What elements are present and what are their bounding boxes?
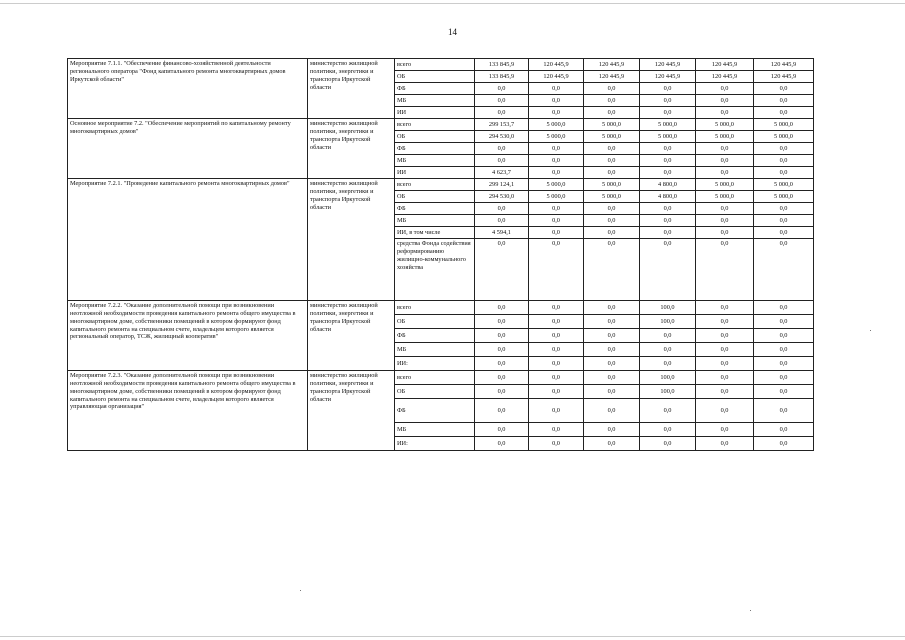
funding-source: ФБ bbox=[395, 203, 475, 215]
amount-cell: 133 845,9 bbox=[475, 71, 529, 83]
funding-source: ОБ bbox=[395, 315, 475, 329]
executor: министерство жилищной политики, энергетики и транспорта Иркутской области bbox=[308, 301, 395, 371]
amount-cell: 5 000,0 bbox=[754, 131, 814, 143]
activity-title: Мероприятие 7.2.1. "Проведение капитального ремонта многоквартирных домов" bbox=[68, 179, 308, 301]
amount-cell: 0,0 bbox=[475, 315, 529, 329]
amount-cell: 100,0 bbox=[640, 301, 696, 315]
amount-cell: 0,0 bbox=[640, 227, 696, 239]
activity-title: Мероприятие 7.2.2. "Оказание дополнительной помощи при возникновении неотложной необходимости проведения капитального ремонта общего имущества в многоквартирном доме, собственники помещений в котором формируют фонд капитального ремонта на специальном счете, владельцем которого является региональный оператор, ТСЖ, жилищный кооператив" bbox=[68, 301, 308, 371]
amount-cell: 0,0 bbox=[475, 343, 529, 357]
amount-cell: 0,0 bbox=[754, 95, 814, 107]
amount-cell: 0,0 bbox=[475, 385, 529, 399]
amount-cell: 0,0 bbox=[696, 437, 754, 451]
amount-cell: 0,0 bbox=[754, 371, 814, 385]
amount-cell: 0,0 bbox=[754, 215, 814, 227]
scan-edge-top bbox=[0, 3, 905, 4]
amount-cell: 0,0 bbox=[475, 437, 529, 451]
amount-cell: 5 000,0 bbox=[754, 119, 814, 131]
amount-cell: 0,0 bbox=[529, 301, 584, 315]
amount-cell: 120 445,9 bbox=[640, 59, 696, 71]
amount-cell: 0,0 bbox=[696, 107, 754, 119]
amount-cell: 120 445,9 bbox=[529, 71, 584, 83]
amount-cell: 294 530,0 bbox=[475, 131, 529, 143]
amount-cell: 0,0 bbox=[584, 371, 640, 385]
amount-cell: 0,0 bbox=[754, 385, 814, 399]
amount-cell: 5 000,0 bbox=[584, 191, 640, 203]
amount-cell: 0,0 bbox=[754, 343, 814, 357]
funding-source: ФБ bbox=[395, 143, 475, 155]
amount-cell: 0,0 bbox=[584, 203, 640, 215]
amount-cell: 5 000,0 bbox=[640, 119, 696, 131]
amount-cell: 0,0 bbox=[754, 227, 814, 239]
funding-source: ФБ bbox=[395, 399, 475, 423]
amount-cell: 0,0 bbox=[584, 437, 640, 451]
amount-cell: 0,0 bbox=[696, 315, 754, 329]
funding-source: всего bbox=[395, 371, 475, 385]
amount-cell: 0,0 bbox=[696, 83, 754, 95]
amount-cell: 0,0 bbox=[696, 95, 754, 107]
amount-cell: 0,0 bbox=[584, 215, 640, 227]
amount-cell: 0,0 bbox=[475, 239, 529, 301]
amount-cell: 0,0 bbox=[640, 143, 696, 155]
amount-cell: 5 000,0 bbox=[529, 179, 584, 191]
funding-source: ФБ bbox=[395, 329, 475, 343]
amount-cell: 0,0 bbox=[696, 301, 754, 315]
executor: министерство жилищной политики, энергетики и транспорта Иркутской области bbox=[308, 59, 395, 119]
executor: министерство жилищной политики, энергетики и транспорта Иркутской области bbox=[308, 371, 395, 451]
amount-cell: 0,0 bbox=[640, 357, 696, 371]
amount-cell: 0,0 bbox=[696, 167, 754, 179]
amount-cell: 0,0 bbox=[529, 107, 584, 119]
amount-cell: 0,0 bbox=[696, 357, 754, 371]
amount-cell: 120 445,9 bbox=[640, 71, 696, 83]
amount-cell: 0,0 bbox=[584, 167, 640, 179]
amount-cell: 0,0 bbox=[475, 301, 529, 315]
amount-cell: 120 445,9 bbox=[754, 59, 814, 71]
funding-source: ОБ bbox=[395, 131, 475, 143]
amount-cell: 0,0 bbox=[696, 423, 754, 437]
funding-source: МБ bbox=[395, 95, 475, 107]
amount-cell: 5 000,0 bbox=[696, 131, 754, 143]
table-row bbox=[68, 301, 814, 315]
amount-cell: 0,0 bbox=[696, 155, 754, 167]
amount-cell: 0,0 bbox=[475, 155, 529, 167]
amount-cell: 0,0 bbox=[696, 239, 754, 301]
budget-table bbox=[67, 58, 814, 451]
amount-cell: 0,0 bbox=[584, 107, 640, 119]
funding-source: всего bbox=[395, 119, 475, 131]
amount-cell: 5 000,0 bbox=[584, 131, 640, 143]
funding-source: всего bbox=[395, 179, 475, 191]
funding-source: ИИ, в том числе bbox=[395, 227, 475, 239]
amount-cell: 0,0 bbox=[475, 371, 529, 385]
funding-source: ФБ bbox=[395, 83, 475, 95]
funding-source: ИИ bbox=[395, 167, 475, 179]
amount-cell: 299 153,7 bbox=[475, 119, 529, 131]
amount-cell: 0,0 bbox=[475, 143, 529, 155]
amount-cell: 0,0 bbox=[640, 329, 696, 343]
table-row bbox=[68, 179, 814, 191]
amount-cell: 120 445,9 bbox=[696, 59, 754, 71]
amount-cell: 5 000,0 bbox=[529, 131, 584, 143]
amount-cell: 0,0 bbox=[584, 315, 640, 329]
amount-cell: 0,0 bbox=[640, 399, 696, 423]
amount-cell: 100,0 bbox=[640, 385, 696, 399]
amount-cell: 0,0 bbox=[754, 301, 814, 315]
funding-source: ОБ bbox=[395, 385, 475, 399]
funding-source: средства Фонда содействия реформированию жилищно-коммунального хозяйства bbox=[395, 239, 475, 301]
amount-cell: 0,0 bbox=[584, 95, 640, 107]
funding-source: ИИ: bbox=[395, 357, 475, 371]
funding-source: МБ bbox=[395, 215, 475, 227]
amount-cell: 0,0 bbox=[640, 343, 696, 357]
amount-cell: 0,0 bbox=[475, 399, 529, 423]
amount-cell: 0,0 bbox=[529, 83, 584, 95]
amount-cell: 5 000,0 bbox=[584, 119, 640, 131]
funding-source: всего bbox=[395, 301, 475, 315]
amount-cell: 0,0 bbox=[754, 329, 814, 343]
amount-cell: 0,0 bbox=[475, 83, 529, 95]
funding-source: МБ bbox=[395, 423, 475, 437]
amount-cell: 0,0 bbox=[529, 437, 584, 451]
amount-cell: 0,0 bbox=[529, 343, 584, 357]
amount-cell: 5 000,0 bbox=[529, 191, 584, 203]
amount-cell: 0,0 bbox=[529, 215, 584, 227]
amount-cell: 0,0 bbox=[475, 107, 529, 119]
table-row bbox=[68, 371, 814, 385]
amount-cell: 0,0 bbox=[754, 437, 814, 451]
amount-cell: 0,0 bbox=[475, 357, 529, 371]
amount-cell: 0,0 bbox=[696, 399, 754, 423]
amount-cell: 0,0 bbox=[754, 155, 814, 167]
amount-cell: 0,0 bbox=[696, 203, 754, 215]
amount-cell: 0,0 bbox=[475, 329, 529, 343]
scan-speck bbox=[300, 590, 301, 591]
amount-cell: 0,0 bbox=[640, 167, 696, 179]
executor: министерство жилищной политики, энергетики и транспорта Иркутской области bbox=[308, 179, 395, 301]
amount-cell: 0,0 bbox=[696, 143, 754, 155]
amount-cell: 5 000,0 bbox=[696, 179, 754, 191]
amount-cell: 0,0 bbox=[696, 329, 754, 343]
amount-cell: 4 800,0 bbox=[640, 179, 696, 191]
executor: министерство жилищной политики, энергетики и транспорта Иркутской области bbox=[308, 119, 395, 179]
amount-cell: 0,0 bbox=[754, 107, 814, 119]
amount-cell: 0,0 bbox=[640, 215, 696, 227]
amount-cell: 0,0 bbox=[529, 203, 584, 215]
amount-cell: 0,0 bbox=[529, 399, 584, 423]
amount-cell: 5 000,0 bbox=[696, 191, 754, 203]
amount-cell: 0,0 bbox=[584, 143, 640, 155]
amount-cell: 0,0 bbox=[696, 343, 754, 357]
amount-cell: 0,0 bbox=[584, 357, 640, 371]
amount-cell: 5 000,0 bbox=[529, 119, 584, 131]
amount-cell: 0,0 bbox=[584, 155, 640, 167]
amount-cell: 100,0 bbox=[640, 371, 696, 385]
amount-cell: 0,0 bbox=[754, 315, 814, 329]
funding-source: ОБ bbox=[395, 71, 475, 83]
amount-cell: 0,0 bbox=[529, 423, 584, 437]
funding-source: МБ bbox=[395, 343, 475, 357]
amount-cell: 0,0 bbox=[475, 95, 529, 107]
amount-cell: 0,0 bbox=[529, 385, 584, 399]
amount-cell: 0,0 bbox=[529, 239, 584, 301]
amount-cell: 0,0 bbox=[584, 343, 640, 357]
amount-cell: 0,0 bbox=[529, 155, 584, 167]
amount-cell: 0,0 bbox=[640, 107, 696, 119]
amount-cell: 5 000,0 bbox=[754, 191, 814, 203]
funding-source: ИИ bbox=[395, 107, 475, 119]
amount-cell: 0,0 bbox=[696, 371, 754, 385]
amount-cell: 0,0 bbox=[529, 371, 584, 385]
amount-cell: 0,0 bbox=[529, 227, 584, 239]
amount-cell: 0,0 bbox=[754, 357, 814, 371]
scan-speck bbox=[750, 610, 751, 611]
amount-cell: 0,0 bbox=[754, 423, 814, 437]
amount-cell: 0,0 bbox=[640, 95, 696, 107]
funding-source: ИИ: bbox=[395, 437, 475, 451]
amount-cell: 0,0 bbox=[754, 167, 814, 179]
amount-cell: 0,0 bbox=[529, 357, 584, 371]
page-number: 14 bbox=[448, 27, 457, 37]
amount-cell: 0,0 bbox=[584, 239, 640, 301]
activity-title: Мероприятие 7.1.1. "Обеспечение финансово-хозяйственной деятельности регионального оператора "Фонд капитального ремонта многоквартирных домов Иркутской области" bbox=[68, 59, 308, 119]
amount-cell: 0,0 bbox=[584, 329, 640, 343]
amount-cell: 0,0 bbox=[754, 203, 814, 215]
amount-cell: 0,0 bbox=[529, 315, 584, 329]
amount-cell: 0,0 bbox=[754, 143, 814, 155]
amount-cell: 299 124,1 bbox=[475, 179, 529, 191]
amount-cell: 0,0 bbox=[529, 95, 584, 107]
activity-title: Мероприятие 7.2.3. "Оказание дополнительной помощи при возникновении неотложной необходимости проведения капитального ремонта общего имущества в многоквартирном доме, собственники помещений в котором формируют фонд капитального ремонта на специальном счете, владельцем которого является управляющая организация" bbox=[68, 371, 308, 451]
amount-cell: 4 594,1 bbox=[475, 227, 529, 239]
amount-cell: 5 000,0 bbox=[754, 179, 814, 191]
amount-cell: 4 623,7 bbox=[475, 167, 529, 179]
amount-cell: 0,0 bbox=[696, 215, 754, 227]
table-row bbox=[68, 59, 814, 71]
amount-cell: 0,0 bbox=[640, 83, 696, 95]
amount-cell: 5 000,0 bbox=[696, 119, 754, 131]
amount-cell: 0,0 bbox=[696, 385, 754, 399]
amount-cell: 120 445,9 bbox=[754, 71, 814, 83]
amount-cell: 0,0 bbox=[529, 167, 584, 179]
amount-cell: 0,0 bbox=[529, 329, 584, 343]
amount-cell: 0,0 bbox=[754, 83, 814, 95]
funding-source: всего bbox=[395, 59, 475, 71]
amount-cell: 0,0 bbox=[475, 215, 529, 227]
amount-cell: 0,0 bbox=[584, 83, 640, 95]
activity-title: Основное мероприятие 7.2. "Обеспечение мероприятий по капитальному ремонту многоквартирных домов" bbox=[68, 119, 308, 179]
amount-cell: 120 445,9 bbox=[584, 59, 640, 71]
amount-cell: 0,0 bbox=[475, 203, 529, 215]
amount-cell: 0,0 bbox=[475, 423, 529, 437]
funding-source: ОБ bbox=[395, 191, 475, 203]
amount-cell: 5 000,0 bbox=[640, 131, 696, 143]
amount-cell: 0,0 bbox=[584, 399, 640, 423]
amount-cell: 0,0 bbox=[754, 239, 814, 301]
amount-cell: 133 845,9 bbox=[475, 59, 529, 71]
funding-source: МБ bbox=[395, 155, 475, 167]
amount-cell: 120 445,9 bbox=[529, 59, 584, 71]
amount-cell: 294 530,0 bbox=[475, 191, 529, 203]
amount-cell: 4 800,0 bbox=[640, 191, 696, 203]
amount-cell: 5 000,0 bbox=[584, 179, 640, 191]
amount-cell: 100,0 bbox=[640, 315, 696, 329]
amount-cell: 0,0 bbox=[640, 155, 696, 167]
amount-cell: 0,0 bbox=[584, 301, 640, 315]
amount-cell: 0,0 bbox=[640, 423, 696, 437]
amount-cell: 0,0 bbox=[640, 239, 696, 301]
amount-cell: 0,0 bbox=[696, 227, 754, 239]
table-row bbox=[68, 119, 814, 131]
amount-cell: 0,0 bbox=[584, 385, 640, 399]
amount-cell: 120 445,9 bbox=[584, 71, 640, 83]
amount-cell: 120 445,9 bbox=[696, 71, 754, 83]
scan-speck bbox=[870, 330, 871, 331]
amount-cell: 0,0 bbox=[584, 227, 640, 239]
scan-edge-bottom bbox=[0, 636, 905, 637]
amount-cell: 0,0 bbox=[640, 203, 696, 215]
amount-cell: 0,0 bbox=[754, 399, 814, 423]
amount-cell: 0,0 bbox=[529, 143, 584, 155]
amount-cell: 0,0 bbox=[584, 423, 640, 437]
amount-cell: 0,0 bbox=[640, 437, 696, 451]
